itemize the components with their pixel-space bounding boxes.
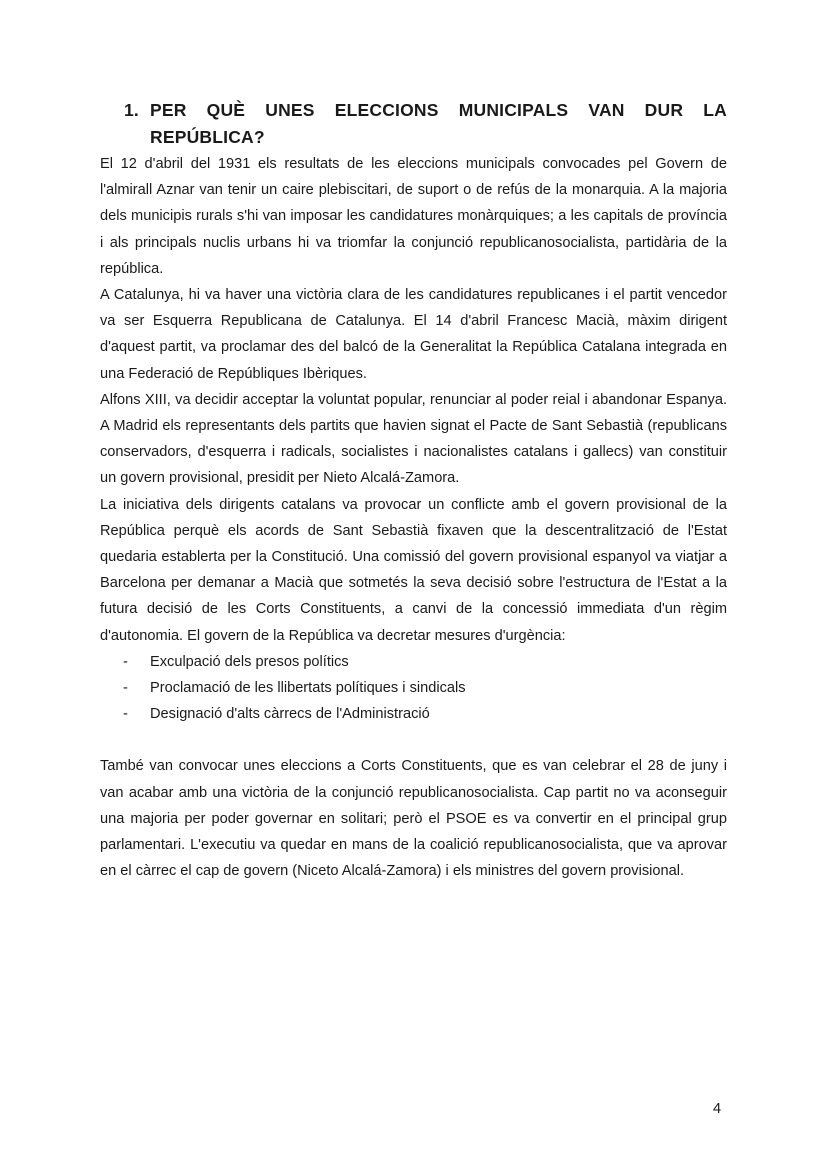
list-item-text: Designació d'alts càrrecs de l'Administració — [150, 706, 430, 723]
list-item — [100, 649, 727, 675]
urgent-measures-list — [100, 649, 727, 728]
list-item — [100, 701, 727, 727]
page-number: 4 — [713, 1101, 722, 1117]
list-item-text: Exculpació dels presos polítics — [150, 653, 349, 670]
paragraph-elections: El 12 d'abril del 1931 els resultats de les eleccions municipals convocades pel Govern de l'almirall Aznar van tenir un caire plebiscitari, de suport o de refús de la monarquia. A la majoria dels municipis rurals s'hi van imposar les candidatures monàrquiques; a les capitals de província i als principals nuclis urbans hi va triomfar la conjunció republicanosocialista, partidària de la república. — [100, 156, 727, 277]
spacer — [100, 727, 727, 753]
document-page — [100, 97, 727, 884]
paragraph-alfons: Alfons XIII, va decidir acceptar la voluntat popular, renunciar al poder reial i abandonar Espanya. A Madrid els representants dels partits que havien signat el Pacte de Sant Sebastià (republicans conservadors, d'esquerra i radicals, socialistes i nacionalistes catalans i gallecs) van constituir un govern provisional, presidit per Nieto Alcalá-Zamora. — [100, 391, 727, 487]
bullet-dash: - — [123, 706, 128, 723]
list-item — [100, 675, 727, 701]
bullet-dash: - — [123, 680, 128, 697]
section-number: 1. — [124, 100, 139, 120]
paragraph-corts: També van convocar unes eleccions a Corts Constituents, que es van celebrar el 28 de juny i van acabar amb una victòria de la conjunció republicanosocialista. Cap partit no va aconseguir una majoria per poder governar en solitari; però el PSOE es va convertir en el principal grup parlamentari. L'executiu va quedar en mans de la coalició republicanosocialista, que va aprovar en el càrrec el cap de govern (Niceto Alcalá-Zamora) i els ministres del govern provisional. — [100, 758, 727, 880]
paragraph-catalunya: A Catalunya, hi va haver una victòria clara de les candidatures republicanes i el partit vencedor va ser Esquerra Republicana de Catalunya. El 14 d'abril Francesc Macià, màxim dirigent d'aquest partit, va proclamar des del balcó de la Generalitat la República Catalana integrada en una Federació de Repúbliques Ibèriques. — [100, 287, 727, 382]
bullet-dash: - — [123, 653, 128, 670]
list-item-text: Proclamació de les llibertats polítiques i sindicals — [150, 680, 466, 697]
section-heading — [124, 97, 727, 151]
section-title: PER QUÈ UNES ELECCIONS MUNICIPALS VAN DUR LA REPÚBLICA? — [150, 100, 727, 147]
paragraph-conflict: La iniciativa dels dirigents catalans va provocar un conflicte amb el govern provisional de la República perquè els acords de Sant Sebastià fixaven que la descentralització de l'Estat quedaria establerta per la Constitució. Una comissió del govern provisional espanyol va viatjar a Barcelona per demanar a Macià que sotmetés la seva decisió sobre l'estructura de l'Estat a la futura decisió de les Corts Constituents, a canvi de la concessió immediata d'un règim d'autonomia. El govern de la República va decretar mesures d'urgència: — [100, 496, 727, 644]
